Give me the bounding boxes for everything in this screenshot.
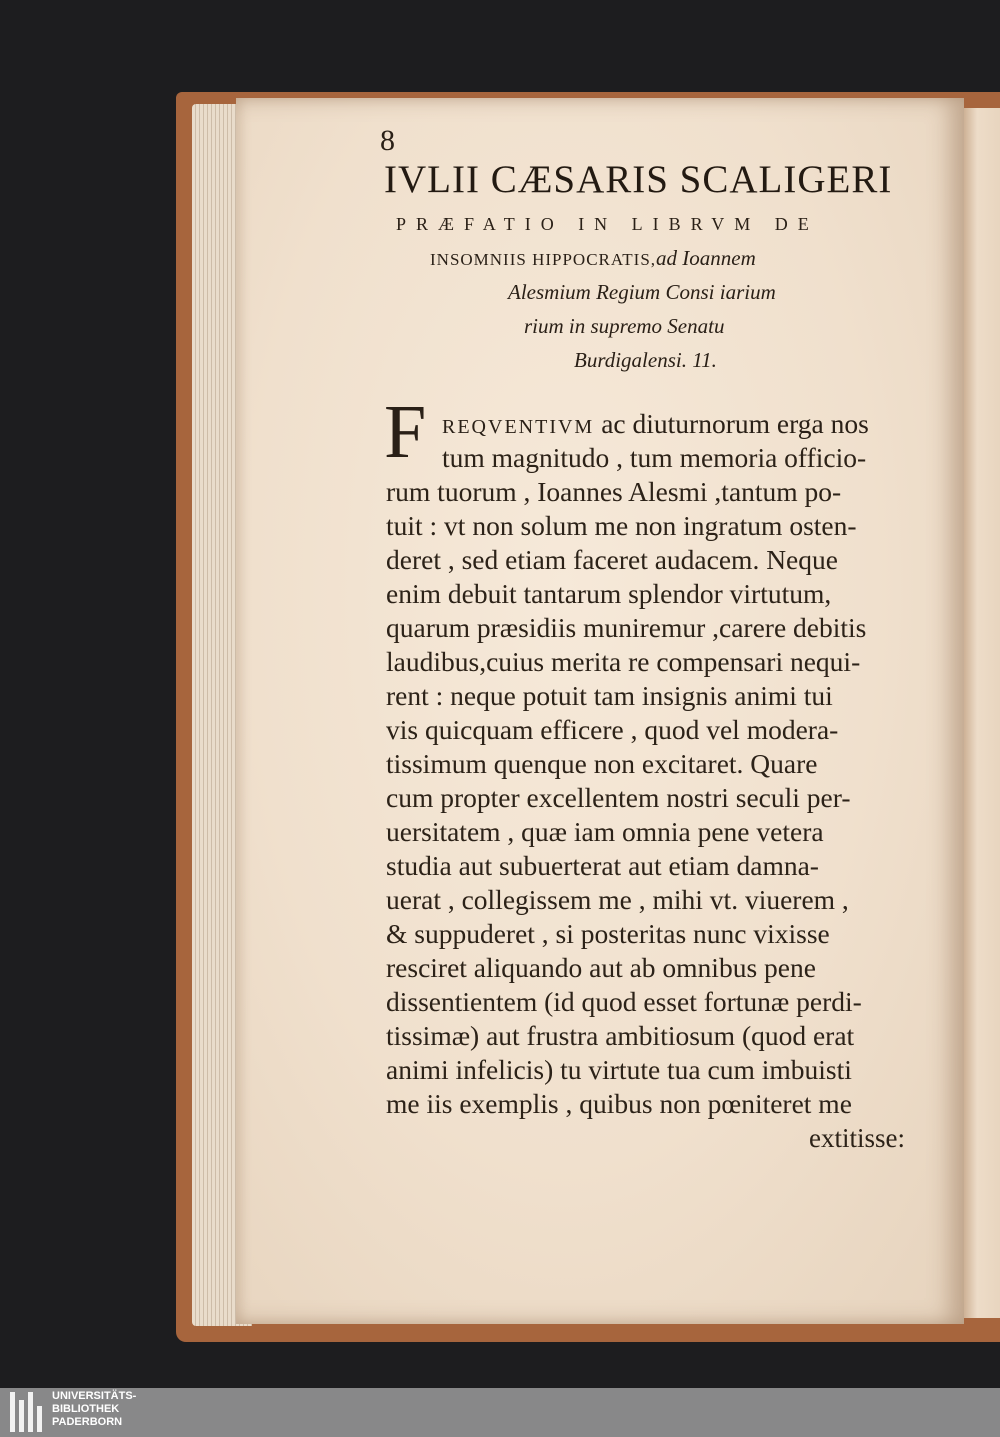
body-line: laudibus,cuius merita re compensari nequi- [386,646,861,677]
body-line: studia aut subuerterat aut etiam damna- [386,850,819,881]
drop-cap: F [384,390,427,474]
body-line: cum propter excellentem nostri seculi per- [386,782,851,813]
address-line-3: rium in supremo Senatu [524,314,725,338]
body-line: uersitatem , quæ iam omnia pene vetera [386,816,824,847]
address-text-1: ad Ioannem [656,246,756,270]
body-line: dissentientem (id quod esset fortunæ perdi- [386,986,862,1017]
address-line-4: Burdigalensi. 11. [574,348,717,372]
catchword: extitisse: [809,1123,905,1153]
address-caps: INSOMNIIS HIPPOCRATIS, [430,250,657,269]
logo-line-3: PADERBORN [52,1416,123,1428]
body-line: uerat , collegissem me , mihi vt. viuerem , [386,884,849,915]
body-line: resciret aliquando aut ab omnibus pene [386,952,816,983]
body-line: vis quicquam efficere , quod vel modera- [386,714,839,745]
logo-line-1: UNIVERSITÄTS- [52,1390,137,1402]
body-line: quarum præsidiis muniremur ,carere debitis [386,612,867,643]
library-logo-icon [10,1392,44,1432]
body-line: tissimum quenque non excitaret. Quare [386,748,818,779]
body-line: deret , sed etiam faceret audacem. Neque [386,544,838,575]
body-line: rent : neque potuit tam insignis animi tui [386,680,833,711]
facing-page-edge [962,108,1000,1318]
body-line: enim debuit tantarum splendor virtutum, [386,578,832,609]
first-line [442,408,869,440]
address-line-2: Alesmium Regium Consi iarium [508,280,776,304]
address-line-1 [430,246,756,271]
library-logo-text [52,1390,136,1429]
first-line-rest: ac diuturnorum erga nos [601,408,869,439]
page-subtitle: PRÆFATIO IN LIBRVM DE [396,214,819,234]
library-footer [0,1388,1000,1437]
body-line: rum tuorum , Ioannes Alesmi ,tantum po- [386,476,842,507]
body-line: animi infelicis) tu virtute tua cum imbuisti [386,1054,852,1085]
body-line: tum magnitudo , tum memoria officio- [442,442,867,473]
body-line: & suppuderet , si posteritas nunc vixisse [386,918,830,949]
first-line-caps: REQVENTIVM [442,416,595,438]
page-title: IVLII CÆSARIS SCALIGERI [384,158,893,201]
page-number: 8 [380,124,395,157]
body-line: me iis exemplis , quibus non pœniteret me [386,1088,852,1119]
logo-line-2: BIBLIOTHEK [52,1403,120,1415]
body-line: tuit : vt non solum me non ingratum osten- [386,510,857,541]
body-line: tissimæ) aut frustra ambitiosum (quod erat [386,1020,855,1051]
